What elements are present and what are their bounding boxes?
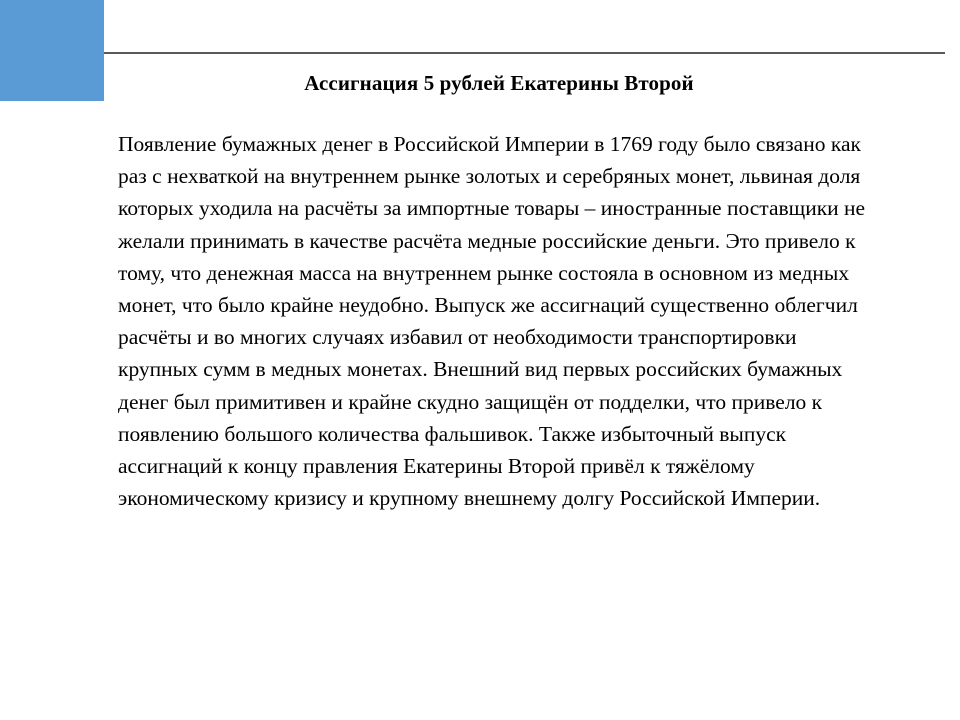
slide-body-text — [118, 128, 878, 514]
body-paragraph: Появление бумажных денег в Российской Империи в 1769 году было связано как раз с нехваткой на внутреннем рынке золотых и серебряных монет, львиная доля которых уходила на расчёты за импортные товары – иностранные поставщики не желали принимать в качестве расчёта медные российские деньги. Это привело к тому, что денежная масса на внутреннем рынке состояла в основном из медных монет, что было крайне неудобно. Выпуск же ассигнаций существенно облегчил расчёты и во многих случаях избавил от необходимости транспортировки крупных сумм в медных монетах. Внешний вид первых российских бумажных денег был примитивен и крайне скудно защищён от подделки, что привело к появлению большого количества фальшивок. Также избыточный выпуск ассигнаций к концу правления Екатерины Второй привёл к тяжёлому экономическому кризису и крупному внешнему долгу Российской Империи. — [118, 132, 866, 511]
page-title: Ассигнация 5 рублей Екатерины Второй — [304, 71, 694, 95]
header-divider-line — [104, 52, 945, 54]
decorative-accent-block — [0, 0, 104, 101]
